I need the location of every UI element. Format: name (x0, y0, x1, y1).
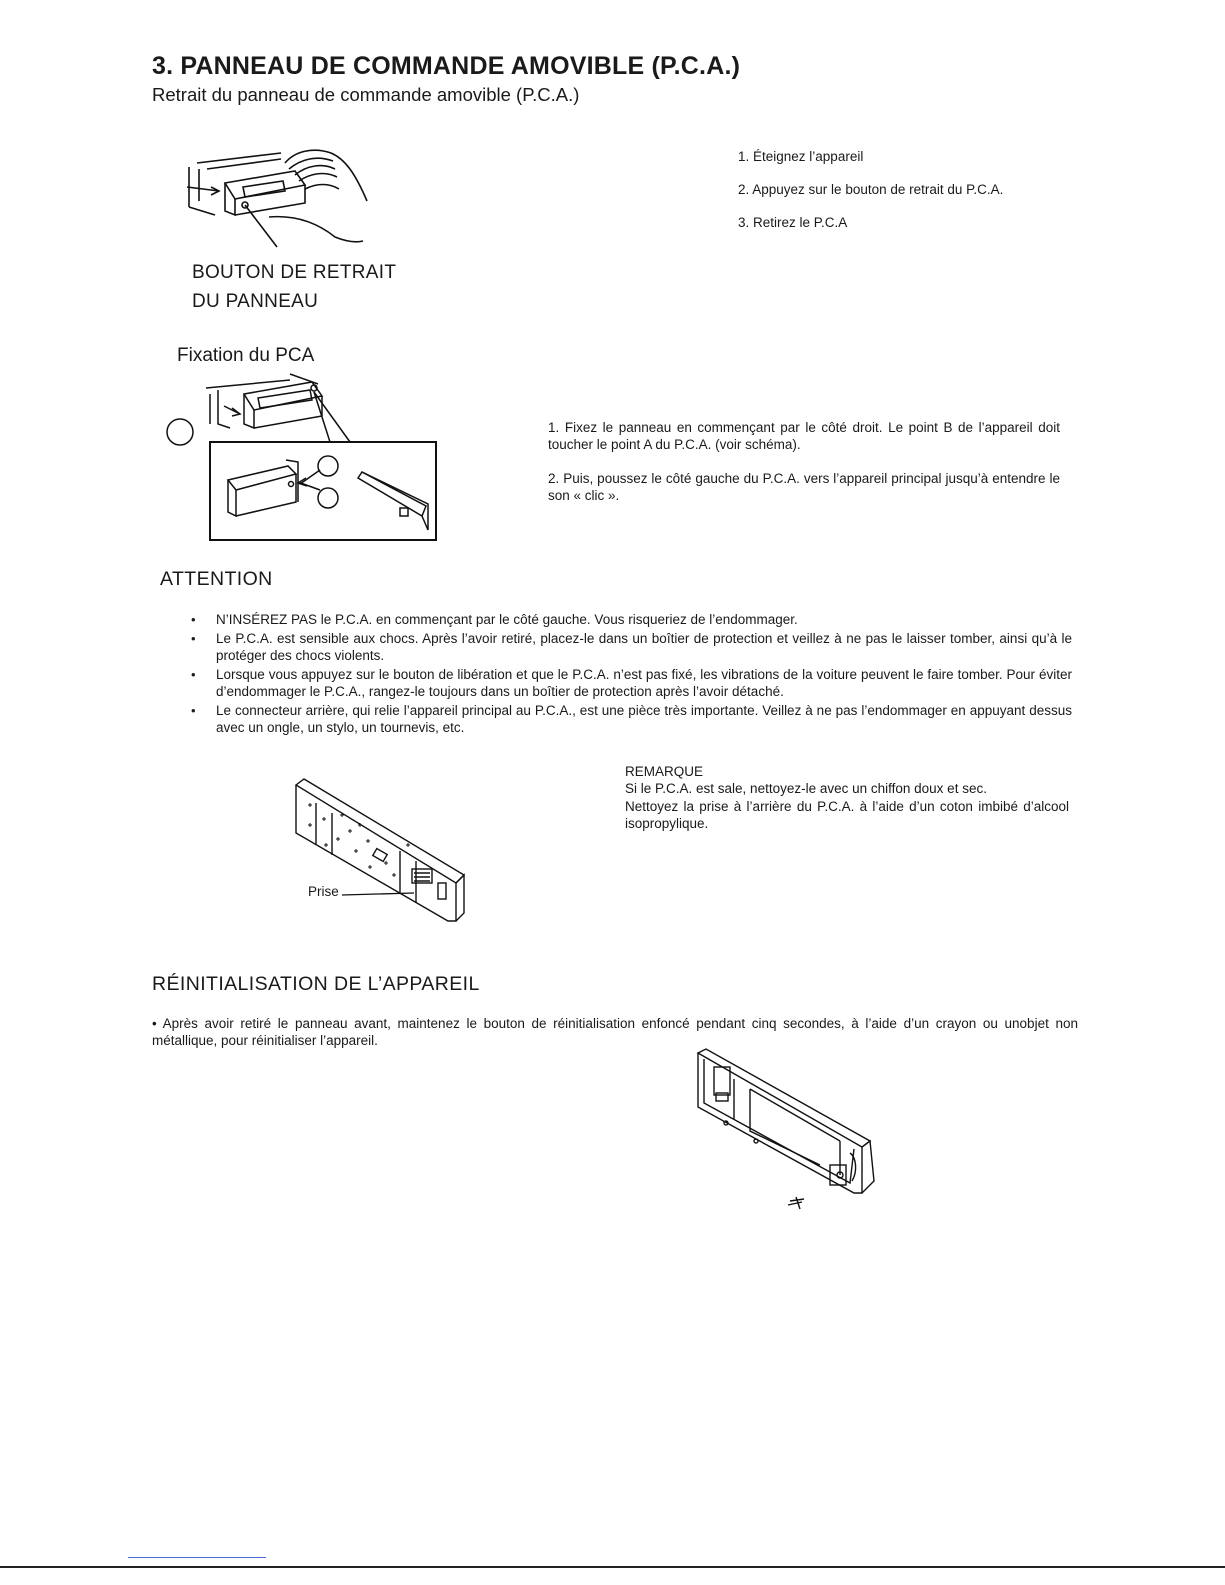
panel-back-connector-illustration (288, 775, 478, 930)
panel-fixation-illustration (160, 370, 445, 545)
page-title: 3. PANNEAU DE COMMANDE AMOVIBLE (P.C.A.) (152, 52, 741, 80)
fixation-step-2: 2. Puis, poussez le côté gauche du P.C.A. vers l’appareil principal jusqu’à entendre le son « clic ». (548, 471, 1060, 503)
removal-step-3: 3. Retirez le P.C.A (738, 215, 848, 230)
attention-item: • Lorsque vous appuyez sur le bouton de libération et que le P.C.A. n’est pas fixé, les vibrations de la voiture peuvent le faire tomber. Pour éviter d’endommager le P.C.A., rangez-le toujours dans un boîtier de protection après l’avoir détaché. (186, 666, 1072, 701)
fixation-step-1: 1. Fixez le panneau en commençant par le côté droit. Le point B de l’appareil doit toucher le point A du P.C.A. (voir schéma). (548, 420, 1060, 452)
remarque-line-2: Nettoyez la prise à l’arrière du P.C.A. à l’aide d’un coton imbibé d’alcool isopropylique. (625, 799, 1069, 831)
attention-list (186, 611, 1072, 738)
removal-step-2: 2. Appuyez sur le bouton de retrait du P.C.A. (738, 182, 1004, 197)
removal-figure-label-line2: DU PANNEAU (192, 291, 319, 312)
attention-item: • Le P.C.A. est sensible aux chocs. Après l’avoir retiré, placez-le dans un boîtier de protection et veillez à ne pas le laisser tomber, ainsi qu’à le protéger des chocs violents. (186, 630, 1072, 665)
removal-figure-label-line1: BOUTON DE RETRAIT (192, 262, 397, 283)
prise-label: Prise (308, 884, 339, 899)
attention-item: • N’INSÉREZ PAS le P.C.A. en commençant par le côté gauche. Vous risqueriez de l’endommager. (186, 611, 1072, 629)
remarque-line-1: Si le P.C.A. est sale, nettoyez-le avec un chiffon doux et sec. (625, 781, 987, 796)
remarque-heading: REMARQUE (625, 764, 704, 779)
reset-text: • Après avoir retiré le panneau avant, maintenez le bouton de réinitialisation enfoncé pendant cinq secondes, à l’aide d’un crayon ou unobjet non métallique, pour réinitialiser l’appareil. (152, 1016, 1078, 1048)
page-subtitle: Retrait du panneau de commande amovible (P.C.A.) (152, 84, 580, 105)
reset-panel-illustration (690, 1045, 890, 1210)
attention-heading: ATTENTION (160, 568, 273, 590)
removal-step-1: 1. Éteignez l’appareil (738, 149, 864, 164)
fixation-heading: Fixation du PCA (177, 345, 315, 366)
page-bottom-rule (0, 1566, 1225, 1568)
reset-heading: RÉINITIALISATION DE L’APPAREIL (152, 973, 480, 995)
footer-link-underline (128, 1557, 266, 1558)
attention-item: • Le connecteur arrière, qui relie l’appareil principal au P.C.A., est une pièce très importante. Veillez à ne pas l’endommager en appuyant dessus avec un ongle, un stylo, un tournevis, etc. (186, 702, 1072, 737)
panel-removal-illustration (185, 145, 385, 255)
